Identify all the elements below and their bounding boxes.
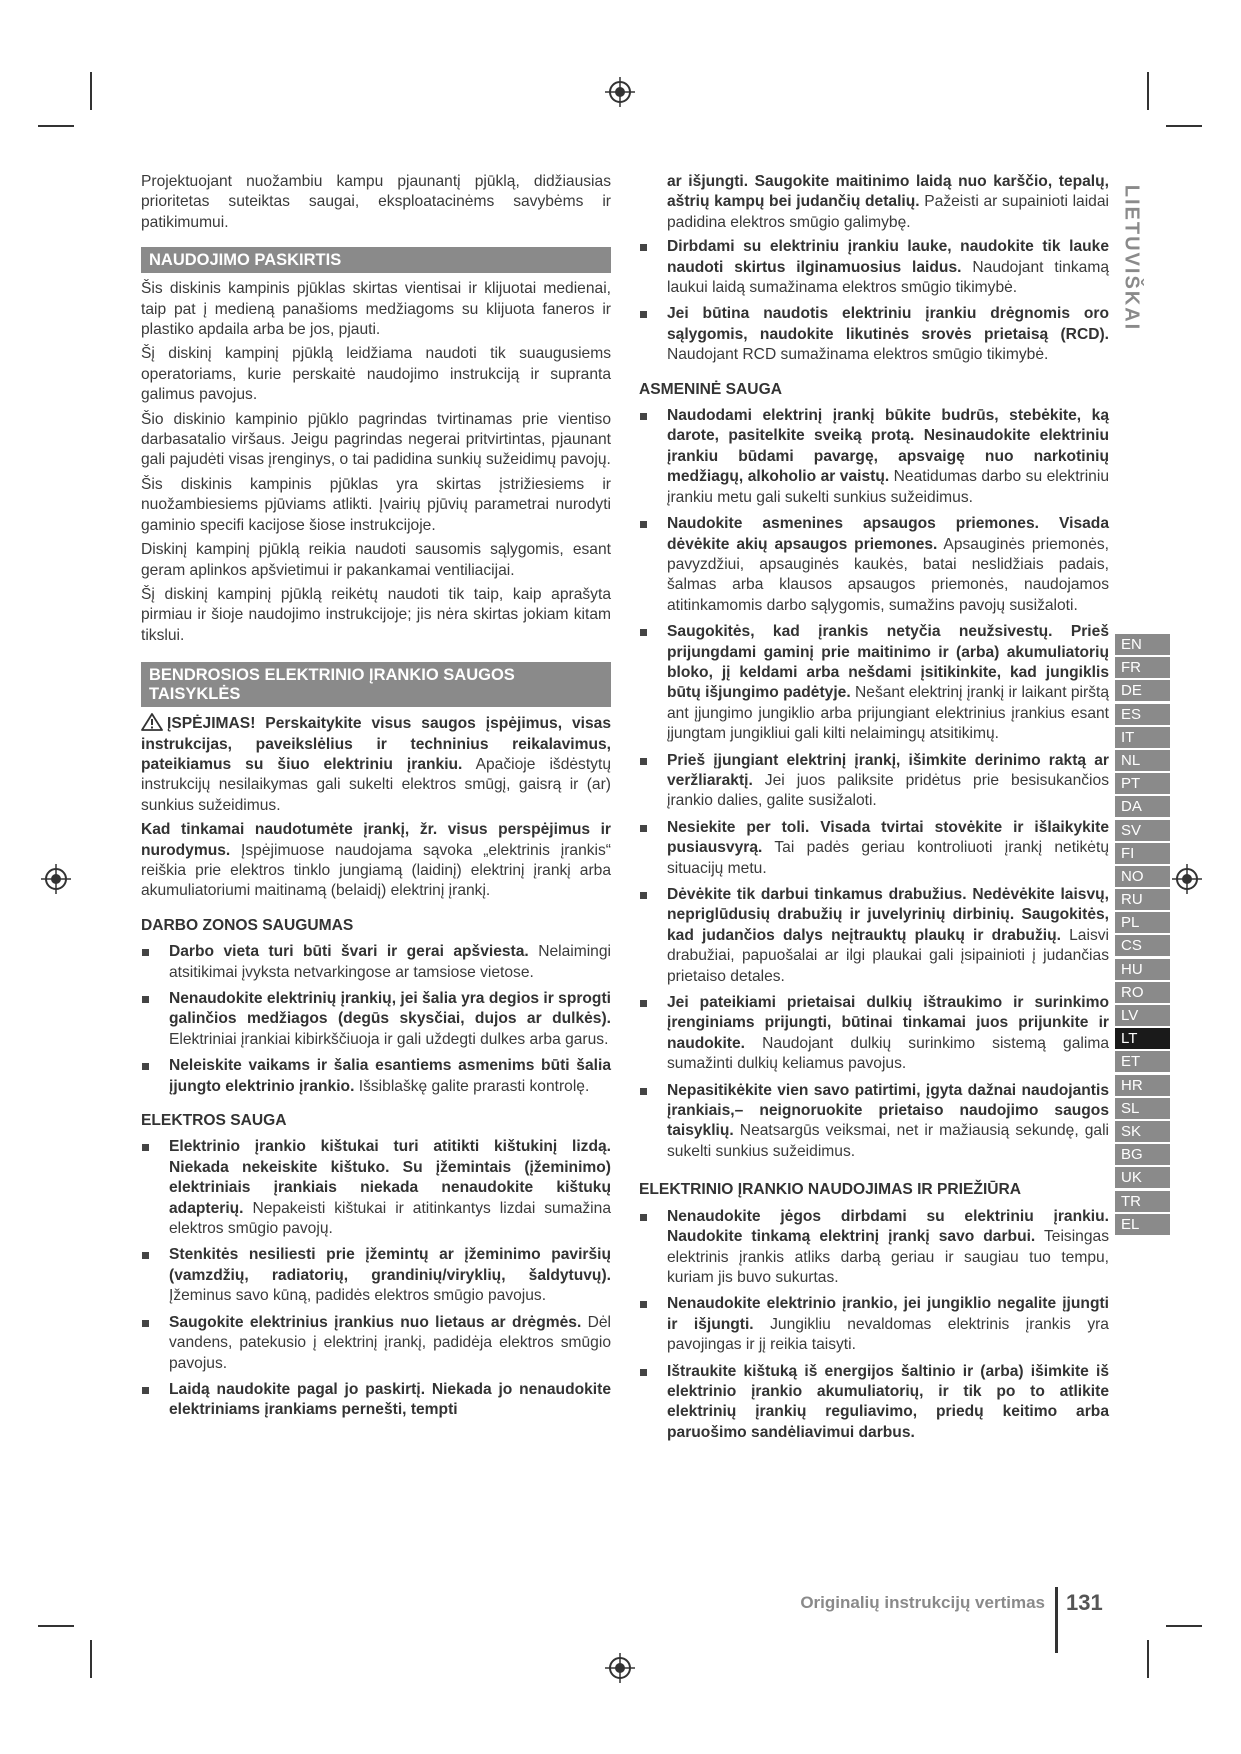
list-item-bold: Jei būtina naudotis elektriniu įrankiu drėgnomis oro sąlygomis, naudokite likutinės srovės prietaisą (RCD). [667,305,1109,343]
footer-divider [1055,1587,1058,1653]
subheading-electrical: ELEKTROS SAUGA [141,1112,287,1130]
list-item-text: Elektriniai įrankiai kibirkščiuoja ir gali uždegti dulkes arba garus. [169,1030,609,1048]
list-item-text: Dėl vandens, patekusio į elektrinį įrankį, padidėja elektros smūgio pavojus. [169,1313,611,1372]
language-tab-lv[interactable]: LV [1115,1005,1170,1026]
electrical-safety-list-continued [639,237,1109,365]
bullet-square-icon [142,1320,149,1327]
bullet-square-icon [142,1387,149,1394]
list-item [639,751,1109,812]
list-item [639,514,1109,616]
bullet-square-icon [142,1144,149,1151]
bullet-square-icon [640,758,647,765]
language-tab-sv[interactable]: SV [1115,820,1170,841]
list-item [141,1313,611,1374]
list-item-text: Naudojant dulkių surinkimo sistemą galima sumažinti dulkių keliamus pavojus. [667,1034,1109,1073]
list-item-text: Neatidumas darbo su elektriniu įrankiu metu gali sukelti sunkius sužeidimus. [667,468,1109,506]
list-item-bold: Dirbdami su elektriniu įrankiu lauke, naudokite tik lauke naudoti skirtus ilginamuosius laidus. [667,238,1109,276]
list-item-text: Išsiblaškę galite prarasti kontrolę. [354,1077,590,1095]
language-tab-sl[interactable]: SL [1115,1098,1170,1119]
bullet-square-icon [142,1063,149,1070]
list-item-text: Nelaimingi atsitikimai įvyksta netvarkingose ar tamsiose vietose. [169,943,611,981]
list-item-text: Nepakeisti kištukai ir atitinkantys lizdai sumažina elektros smūgio pavojų. [169,1199,611,1238]
usage-paragraph: Šį diskinį kampinį pjūklą leidžiama naudoti tik suaugusiems operatoriams, kurie perskaitė naudojimo instrukciją ir supranta galimus pavojus. [141,345,611,404]
list-item-text: Naudojant tinkamą laukui laidą sumažinama elektros smūgio tikimybė. [667,258,1109,297]
list-item [639,993,1109,1075]
bullet-square-icon [142,949,149,956]
footer-translation-note: Originalių instrukcijų vertimas [800,1593,1045,1612]
list-item-bold: Nenaudokite elektrinių įrankių, jei šalia yra degios ir sprogti galinčios medžiagos (degūs skysčiai, dujos ar dulkės). [169,990,611,1028]
language-tab-list [1115,634,1170,1237]
warning-text: Apačioje išdėstytų instrukcijų nesilaikymas gali sukelti elektros smūgį, gaisrą ir (ar) sunkius sužeidimus. [141,755,611,814]
list-item-bold: Nepasitikėkite vien savo patirtimi, įgyta dažnai naudojantis įrankiais,– neignoruokite prietaiso naudojimo saugos taisyklių. [667,1081,1109,1140]
bullet-square-icon [640,413,647,420]
bullet-square-icon [142,996,149,1003]
list-item-bold: Nenaudokite elektrinio įrankio, jei jungiklio negalite įjungti ir išjungti. [667,1295,1109,1333]
left-column [141,172,611,1427]
list-item-bold: Neleiskite vaikams ir šalia esantiems asmenims būti šalia įjungto elektrinio įrankio. [169,1057,611,1095]
list-item-bold: Saugokitės, kad įrankis netyčia neužsivestų. Prieš prijungdami gaminį prie maitinimo ir (arba) akumuliatorių bloko, jį keldami arba nešdami įsitikinkite, kad jungiklis būtų išjungimo padėtyje. [667,623,1109,702]
language-tab-cs[interactable]: CS [1115,935,1170,956]
list-item-text: Naudojant RCD sumažinama elektros smūgio tikimybė. [667,346,1049,364]
right-column [639,172,1109,1449]
language-tab-no[interactable]: NO [1115,866,1170,887]
registration-mark-icon [1172,864,1202,894]
language-tab-bg[interactable]: BG [1115,1144,1170,1165]
list-item-bold: Nenaudokite jėgos dirbdami su elektriniu įrankiu. Naudokite tinkamą elektrinį įrankį savo darbui. [667,1207,1109,1246]
list-item [141,989,611,1050]
list-item-bold: Naudodami elektrinį įrankį būkite budrūs, stebėkite, ką darote, pasitelkite sveiką protą. Nesinaudokite elektriniu įrankiu būdami pavargę, apsvaigę nuo narkotinių medžiagų, alkoholio ar vaistų. [667,407,1109,486]
tool-use-list [639,1207,1109,1443]
language-tab-fr[interactable]: FR [1115,657,1170,678]
subheading-personal-safety: ASMENINĖ SAUGA [639,380,782,398]
list-item-text: Įžeminus savo kūną, padidės elektros smūgio pavojus. [169,1287,547,1305]
list-item-text: Nešant elektrinį įrankį ir laikant pirštą ant įjungimo jungiklio arba prijungiant elektrinius įrankius esant įjungtam jungikliui gali kilti nelaimingų atsitikimų. [667,684,1109,743]
language-tab-ru[interactable]: RU [1115,889,1170,910]
list-item-text: Tai padės geriau kontroliuoti įrankį netikėtų situacijų metu. [667,839,1109,877]
registration-mark-icon [41,864,71,894]
list-item [639,1207,1109,1289]
bullet-square-icon [640,825,647,832]
crop-mark [38,1625,74,1627]
list-item [639,304,1109,365]
list-item-bold: Naudokite asmenines apsaugos priemones. Visada dėvėkite akių apsaugos priemones. [667,515,1109,553]
list-item-bold: Ištraukite kištuką iš energijos šaltinio ir (arba) išimkite iš elektrinio įrankio akumuliatorių, ir tik po to atlikite elektrinių įrankių reguliavimo, priedų keitimo arba paruošimo sandėliavimui darbus. [667,1362,1109,1441]
list-item [141,1056,611,1097]
list-item [141,942,611,983]
bullet-square-icon [640,1088,647,1095]
usage-paragraph: Šis diskinis kampinis pjūklas yra skirtas įstrižiesiems ir nuožambiesiems pjūviams atlikti. Įvairių pjūvių parametrai nurodyti gaminio specifi kacijose šiose instrukcijoje. [141,475,611,534]
list-item-bold: Laidą naudokite pagal jo paskirtį. Niekada jo nenaudokite elektriniams įrankiams pernešti, tempti [169,1380,611,1419]
list-item-bold: Elektrinio įrankio kištukai turi atitikti kištukinį lizdą. Niekada nekeiskite kištuko. Su įžemintais (įžeminimo) elektriniais įrankiais niekada nenaudokite kištukų adapterių. [169,1138,611,1217]
crop-mark [1166,1625,1202,1627]
warning-paragraph [141,713,611,816]
warning-bold-text: ĮSPĖJIMAS! Perskaitykite visus saugos įspėjimus, visas instrukcijas, paveikslėlius ir techninius reikalavimus, pateikiamus su šiuo elektriniu įrankiu. [141,715,611,773]
language-tab-nl[interactable]: NL [1115,750,1170,771]
list-item-bold: Stenkitės nesiliesti prie įžemintų ar įžeminimo paviršių (vamzdžių, radiatorių, grandinių/viryklių, šaldytuvų). [169,1246,611,1284]
language-tab-sk[interactable]: SK [1115,1121,1170,1142]
bullet-square-icon [640,629,647,636]
list-item-bold: Darbo vieta turi būti švari ir gerai apšviesta. [169,943,529,961]
crop-mark [90,72,92,110]
list-item-bold: Dėvėkite tik darbui tinkamus drabužius. Nedėvėkite laisvų, nepriglūdusių drabužių ir juvelyrinių dirbinių. Saugokitės, kad judančios dalys neįtrauktų plaukų ir drabužių. [667,886,1109,944]
page-number: 131 [1066,1590,1103,1615]
crop-mark [90,1640,92,1678]
section-heading-general-safety: BENDROSIOS ELEKTRINIO ĮRANKIO SAUGOS TAISYKLĖS [141,662,611,707]
list-item-bold: Saugokite elektrinius įrankius nuo lietaus ar drėgmės. [169,1313,582,1331]
usage-paragraphs [141,279,611,646]
list-item [639,1362,1109,1444]
bullet-square-icon [640,1301,647,1308]
language-tab-pt[interactable]: PT [1115,773,1170,794]
subheading-tool-use-care: ELEKTRINIO ĮRANKIO NAUDOJIMAS IR PRIEŽIŪRA [639,1181,1022,1199]
list-item-bold: Prieš įjungiant elektrinį įrankį, išimkite derinimo raktą ar veržliaraktį. [667,751,1109,789]
language-tab-lt[interactable]: LT [1115,1028,1170,1049]
list-item-bold: Nesiekite per toli. Visada tvirtai stovėkite ir išlaikykite pusiausvyrą. [667,818,1109,857]
crop-mark [1147,1640,1149,1678]
bullet-square-icon [142,1252,149,1259]
list-item [639,622,1109,744]
language-tab-uk[interactable]: UK [1115,1167,1170,1188]
list-item [639,1081,1109,1163]
list-item [639,406,1109,508]
crop-mark [1166,125,1202,127]
crop-mark [1147,72,1149,110]
list-item [639,1294,1109,1355]
language-tab-en[interactable]: EN [1115,634,1170,655]
personal-safety-list [639,406,1109,1162]
list-item [141,1245,611,1306]
list-item-bold: Jei pateikiami prietaisai dulkių ištraukimo ir surinkimo įrenginiams prijungti, būtinai tinkamai juos prijunkite ir naudokite. [667,994,1109,1052]
keep-instructions-paragraph: Kad tinkamai naudotumėte įrankį, žr. visus perspėjimus ir nurodymus. Įspėjimuose naudojama sąvoka „elektrinis įrankis“ reiškia prie elektros tinklo jungiamą (laidinį) elektrinį įrankį arba akumuliatoriumi maitinamą (belaidį) elektrinį įrankį. [141,821,611,900]
list-item [141,1380,611,1421]
list-item-text: Jei juos paliksite pridėtus prie besisukančios įrankio dalies, galite susižaloti. [667,771,1109,810]
subheading-work-area: DARBO ZONOS SAUGUMAS [141,916,354,934]
language-tab-tr[interactable]: TR [1115,1191,1170,1212]
language-tab-hr[interactable]: HR [1115,1075,1170,1096]
list-item-text: Jungikliu nevaldomas elektrinis įrankis yra pavojingas ir jį reikia taisyti. [667,1315,1109,1354]
bullet-square-icon [640,1214,647,1221]
list-item [639,237,1109,298]
list-item-text: Neatsargūs veiksmai, net ir mažiausią sekundę, gali sukelti sunkius sužeidimus. [667,1122,1109,1160]
language-tab-hu[interactable]: HU [1115,959,1170,980]
list-item [639,885,1109,987]
intro-paragraph: Projektuojant nuožambiu kampu pjaunantį pjūklą, didžiausias prioritetas suteiktas saugai, eksploatacinėms savybėms ir patikimumui. [141,173,611,231]
list-item-text: Apsauginės priemonės, pavyzdžiui, apsauginės kaukės, batai neslidžiais padais, šalmas arba klausos apsaugos priemonės, naudojamos atitinkamomis darbo sąlygomis, sumažins pavojų susižaloti. [667,535,1109,614]
bullet-square-icon [640,1369,647,1376]
registration-mark-icon [605,1653,635,1683]
electrical-safety-list [141,1137,611,1420]
crop-mark [38,125,74,127]
list-item [639,818,1109,879]
bullet-square-icon [640,311,647,318]
language-tab-ro[interactable]: RO [1115,982,1170,1003]
usage-paragraph: Šį diskinį kampinį pjūklą reikėtų naudoti tik taip, kaip aprašyta pirmiau ir šioje naudojimo instrukcijoje; jis nėra skirtas jokiam kitam tikslui. [141,585,611,644]
continued-item: ar išjungti. Saugokite maitinimo laidą nuo karščio, tepalų, aštrių kampų bei judančių detalių. Pažeisti ar supainioti laidai padidina elektros smūgio galimybę. [667,173,1109,231]
bullet-square-icon [640,892,647,899]
language-tab-es[interactable]: ES [1115,704,1170,725]
language-tab-it[interactable]: IT [1115,727,1170,748]
language-tab-el[interactable]: EL [1115,1214,1170,1235]
side-language-title: LIETUVIŠKAI [1120,184,1143,332]
bullet-square-icon [640,1000,647,1007]
language-tab-pl[interactable]: PL [1115,912,1170,933]
list-item-text: Laisvi drabužiai, papuošalai ar ilgi plaukai gali įsipainioti į judančias prietaiso detales. [667,926,1109,985]
language-tab-fi[interactable]: FI [1115,843,1170,864]
usage-paragraph: Šio diskinio kampinio pjūklo pagrindas tvirtinamas prie vientiso darbasatalio viršaus. Jeigu pagrindas negerai pritvirtintas, pjaunant gali pajudėti visas įrenginys, o tai padidina sunkių sužeidimų pavojų. [141,410,611,469]
bullet-square-icon [640,244,647,251]
bullet-square-icon [640,521,647,528]
language-tab-da[interactable]: DA [1115,796,1170,817]
language-tab-de[interactable]: DE [1115,680,1170,701]
work-area-list [141,942,611,1097]
list-item [141,1137,611,1239]
registration-mark-icon [605,77,635,107]
usage-paragraph: Diskinį kampinį pjūklą reikia naudoti sausomis sąlygomis, esant geram aplinkos apšvietimui ir pakankamai ventiliacijai. [141,541,611,579]
warning-triangle-icon [141,713,163,731]
language-tab-et[interactable]: ET [1115,1051,1170,1072]
usage-paragraph: Šis diskinis kampinis pjūklas skirtas vientisai ir klijuotai medienai, taip pat į medieną panašioms medžiagoms su klijuota faneros ir plastiko apdaila arba be jos, pjauti. [141,280,611,339]
section-heading-usage: NAUDOJIMO PASKIRTIS [141,247,611,273]
list-item-text: Teisingas elektrinis įrankis atliks darbą geriau ir saugiau tuo tempu, kuriam jis buvo sukurtas. [667,1228,1109,1286]
